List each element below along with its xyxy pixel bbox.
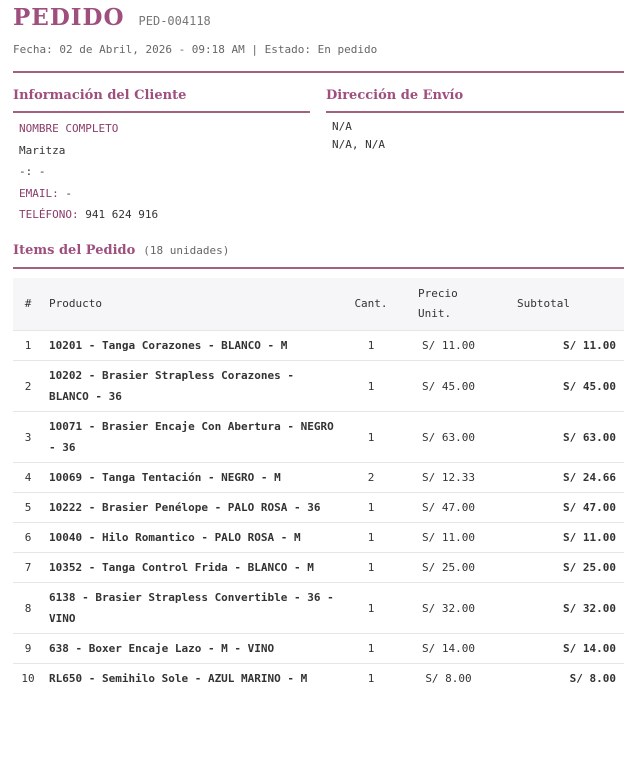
- row-price: S/ 63.00: [396, 412, 501, 463]
- row-subtotal: S/ 11.00: [501, 523, 624, 553]
- row-num: 1: [13, 331, 43, 361]
- header-divider: [13, 71, 624, 73]
- row-subtotal: S/ 24.66: [501, 463, 624, 493]
- customer-divider: [13, 111, 310, 113]
- row-qty: 1: [346, 361, 396, 412]
- shipping-heading: Dirección de Envío: [326, 88, 464, 103]
- row-price: S/ 25.00: [396, 553, 501, 583]
- row-subtotal: S/ 47.00: [501, 493, 624, 523]
- row-num: 9: [13, 634, 43, 664]
- row-qty: 1: [346, 583, 396, 634]
- row-num: 3: [13, 412, 43, 463]
- row-subtotal: S/ 63.00: [501, 412, 624, 463]
- row-price: S/ 8.00: [396, 664, 501, 694]
- items-heading: Items del Pedido: [13, 243, 136, 258]
- row-qty: 1: [346, 634, 396, 664]
- row-price: S/ 32.00: [396, 583, 501, 634]
- row-price: S/ 45.00: [396, 361, 501, 412]
- row-subtotal: S/ 32.00: [501, 583, 624, 634]
- shipping-info: [332, 118, 385, 154]
- row-product: 10069 - Tanga Tentación - NEGRO - M: [43, 463, 346, 493]
- row-price: S/ 47.00: [396, 493, 501, 523]
- table-row: [13, 361, 624, 412]
- row-product: 10222 - Brasier Penélope - PALO ROSA - 36: [43, 493, 346, 523]
- items-heading-row: [13, 243, 229, 258]
- row-num: 5: [13, 493, 43, 523]
- col-price: Precio Unit.: [418, 287, 458, 320]
- row-product: 10071 - Brasier Encaje Con Abertura - NEGRO - 36: [43, 412, 346, 463]
- row-subtotal: S/ 11.00: [501, 331, 624, 361]
- row-num: 10: [13, 664, 43, 694]
- row-num: 4: [13, 463, 43, 493]
- order-meta: Fecha: 02 de Abril, 2026 - 09:18 AM | Estado: En pedido: [13, 43, 378, 56]
- row-subtotal: S/ 14.00: [501, 634, 624, 664]
- col-subtotal: Subtotal: [517, 297, 570, 310]
- row-price: S/ 12.33: [396, 463, 501, 493]
- table-row: [13, 664, 624, 694]
- row-product: 10202 - Brasier Strapless Corazones - BLANCO - 36: [43, 361, 346, 412]
- row-product: RL650 - Semihilo Sole - AZUL MARINO - M: [43, 664, 346, 694]
- email-value: -: [65, 186, 72, 200]
- row-subtotal: S/ 8.00: [501, 664, 624, 694]
- items-table: [13, 278, 624, 693]
- name-value: Maritza: [19, 143, 66, 157]
- row-num: 8: [13, 583, 43, 634]
- table-row: [13, 493, 624, 523]
- col-product: Producto: [49, 297, 102, 310]
- items-units: (18 unidades): [143, 244, 230, 257]
- row-product: 10352 - Tanga Control Frida - BLANCO - M: [43, 553, 346, 583]
- col-num: #: [24, 297, 32, 310]
- items-divider: [13, 267, 624, 269]
- row-price: S/ 14.00: [396, 634, 501, 664]
- row-num: 2: [13, 361, 43, 412]
- row-product: 10040 - Hilo Romantico - PALO ROSA - M: [43, 523, 346, 553]
- items-table-header: [13, 278, 624, 331]
- row-qty: 1: [346, 553, 396, 583]
- phone-value: 941 624 916: [85, 208, 159, 221]
- row-product: 638 - Boxer Encaje Lazo - M - VINO: [43, 634, 346, 664]
- shipping-line-2: N/A, N/A: [332, 138, 385, 151]
- table-row: [13, 583, 624, 634]
- name-label: NOMBRE COMPLETO: [19, 122, 119, 135]
- row-price: S/ 11.00: [396, 331, 501, 361]
- row-qty: 1: [346, 493, 396, 523]
- table-row: [13, 463, 624, 493]
- row-product: 6138 - Brasier Strapless Convertible - 36 - VINO: [43, 583, 346, 634]
- order-id: PED-004118: [138, 14, 211, 28]
- shipping-divider: [326, 111, 624, 113]
- title-row: [13, 4, 211, 31]
- customer-info: [19, 118, 158, 226]
- row-qty: 1: [346, 664, 396, 694]
- row-qty: 2: [346, 463, 396, 493]
- col-qty: Cant.: [354, 297, 388, 310]
- row-num: 7: [13, 553, 43, 583]
- row-qty: 1: [346, 523, 396, 553]
- phone-label: TELÉFONO:: [19, 208, 79, 221]
- customer-heading: Información del Cliente: [13, 88, 187, 103]
- document-line: -: -: [19, 165, 46, 178]
- table-row: [13, 523, 624, 553]
- table-row: [13, 412, 624, 463]
- row-price: S/ 11.00: [396, 523, 501, 553]
- row-num: 6: [13, 523, 43, 553]
- table-row: [13, 331, 624, 361]
- shipping-line-1: N/A: [332, 120, 352, 133]
- row-qty: 1: [346, 412, 396, 463]
- row-qty: 1: [346, 331, 396, 361]
- email-label: EMAIL:: [19, 186, 59, 200]
- table-row: [13, 634, 624, 664]
- row-subtotal: S/ 45.00: [501, 361, 624, 412]
- row-product: 10201 - Tanga Corazones - BLANCO - M: [43, 331, 346, 361]
- row-subtotal: S/ 25.00: [501, 553, 624, 583]
- page-title: PEDIDO: [13, 4, 125, 31]
- table-row: [13, 553, 624, 583]
